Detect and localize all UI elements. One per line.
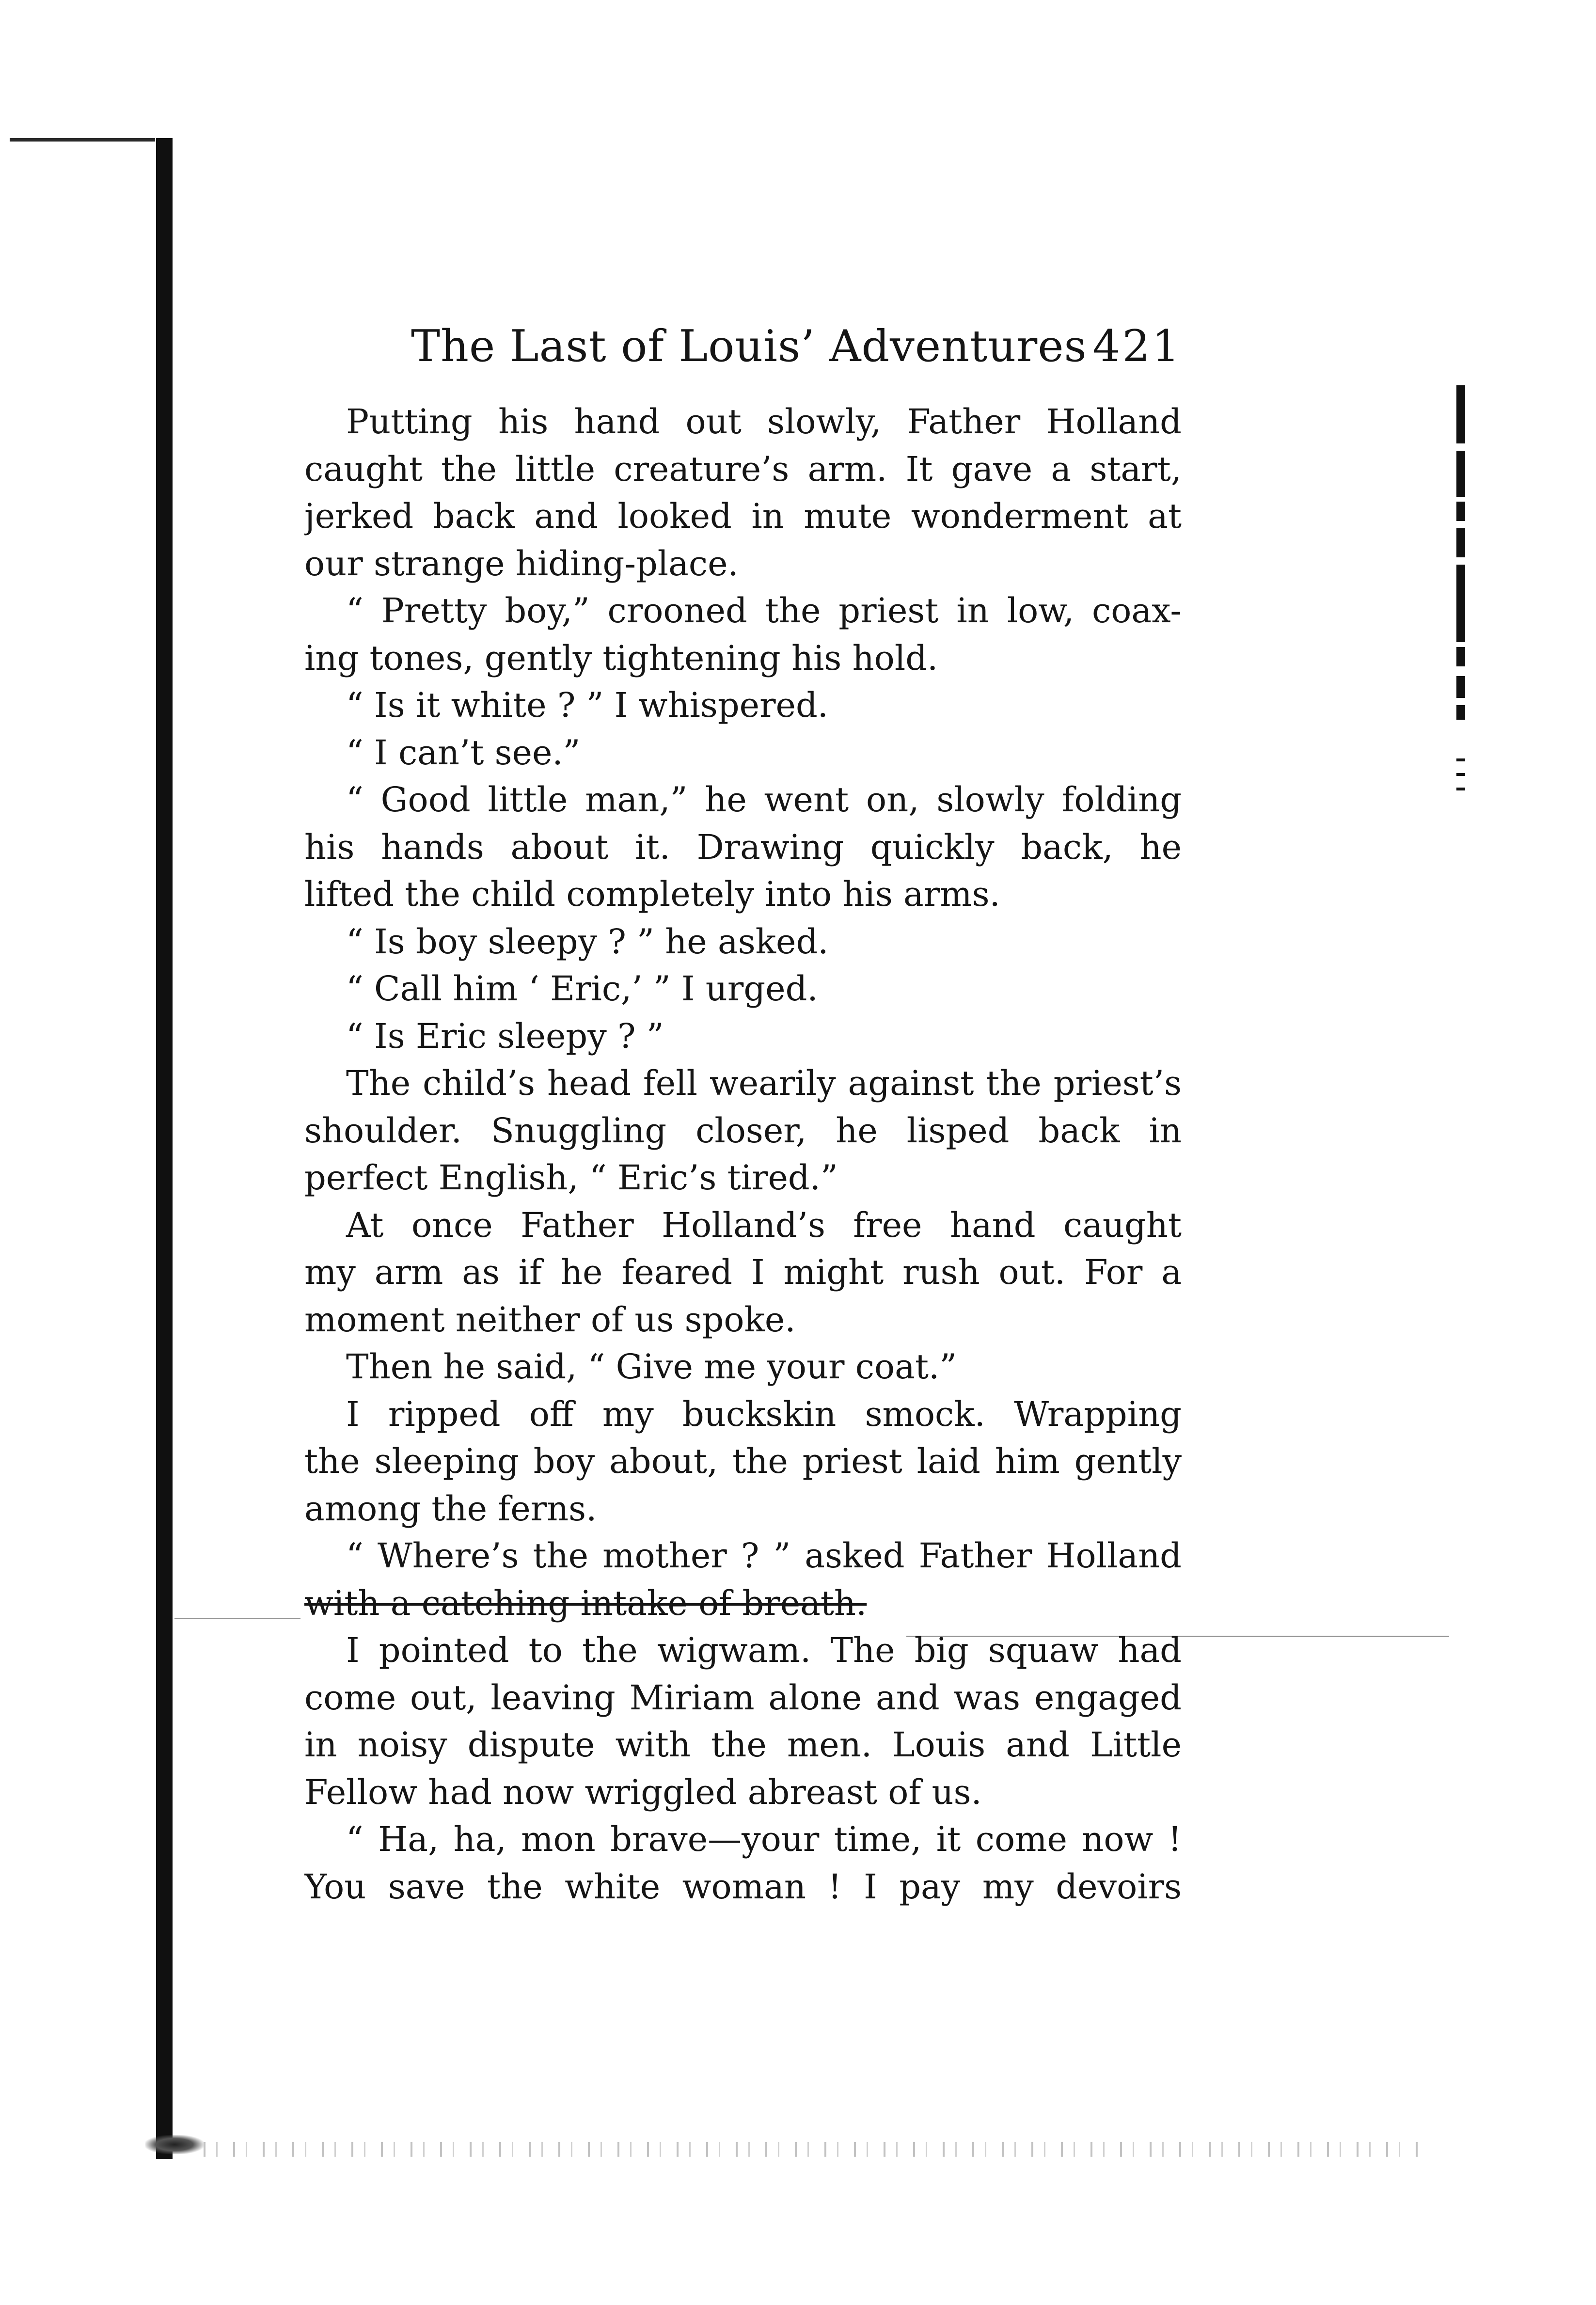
text-line: The child’s head fell wearily against the priest’s — [346, 1063, 1182, 1103]
text-line: Fellow had now wriggled abreast of us. — [304, 1772, 982, 1812]
text-line: “ Where’s the mother ? ” asked Father Holland — [346, 1536, 1182, 1576]
text-line: perfect English, “ Eric’s tired.” — [304, 1158, 838, 1198]
text-line: “ Pretty boy,” crooned the priest in low, coax- — [346, 591, 1182, 631]
text-line: our strange hiding-place. — [304, 543, 739, 584]
scan-noise-bottom — [204, 2142, 1425, 2157]
text-line: moment neither of us spoke. — [304, 1299, 796, 1340]
text-line: come out, leaving Miriam alone and was engaged — [304, 1677, 1182, 1718]
text-line: “ Ha, ha, mon brave—your time, it come now ! — [346, 1819, 1182, 1859]
text-line: “ I can’t see.” — [346, 732, 581, 773]
binding-smudge — [145, 2135, 204, 2154]
running-header — [411, 315, 1182, 378]
text-line: in noisy dispute with the men. Louis and Little — [304, 1725, 1182, 1765]
text-line: among the ferns. — [304, 1488, 597, 1529]
binding-top-edge — [10, 138, 155, 142]
body-text — [304, 398, 1182, 1910]
text-line: his hands about it. Drawing quickly back, he — [304, 827, 1182, 867]
chapter-title: The Last of Louis’ Adventures — [411, 321, 1087, 372]
text-line: caught the little creature’s arm. It gave a start, — [304, 449, 1182, 489]
strikethrough-rule-left — [174, 1618, 300, 1619]
text-line: At once Father Holland’s free hand caught — [346, 1205, 1182, 1245]
text-line: “ Is Eric sleepy ? ” — [346, 1016, 664, 1056]
binding-edge-bar — [156, 138, 173, 2159]
text-line: ing tones, gently tightening his hold. — [304, 638, 938, 678]
text-line: the sleeping boy about, the priest laid him gently — [304, 1441, 1182, 1481]
text-line: Putting his hand out slowly, Father Holland — [346, 402, 1182, 442]
text-line: I pointed to the wigwam. The big squaw had — [346, 1630, 1182, 1670]
text-line: “ Is it white ? ” I whispered. — [346, 685, 829, 725]
text-line: “ Good little man,” he went on, slowly folding — [346, 780, 1182, 820]
text-line: “ Call him ‘ Eric,’ ” I urged. — [346, 969, 818, 1009]
text-line: “ Is boy sleepy ? ” he asked. — [346, 921, 829, 962]
text-line: Then he said, “ Give me your coat.” — [346, 1347, 957, 1387]
text-line: I ripped off my buckskin smock. Wrapping — [346, 1394, 1182, 1434]
text-line: my arm as if he feared I might rush out. For a — [304, 1252, 1182, 1292]
text-line: lifted the child completely into his arms. — [304, 874, 1000, 914]
struck-text-line: with a catching intake of breath. — [304, 1583, 867, 1623]
text-line: jerked back and looked in mute wonderment at — [304, 496, 1182, 536]
page-number: 421 — [1092, 321, 1182, 372]
text-line: You save the white woman ! I pay my devoirs — [304, 1866, 1182, 1907]
text-line: shoulder. Snuggling closer, he lisped back in — [304, 1110, 1182, 1151]
right-edge-marks — [1456, 385, 1476, 846]
